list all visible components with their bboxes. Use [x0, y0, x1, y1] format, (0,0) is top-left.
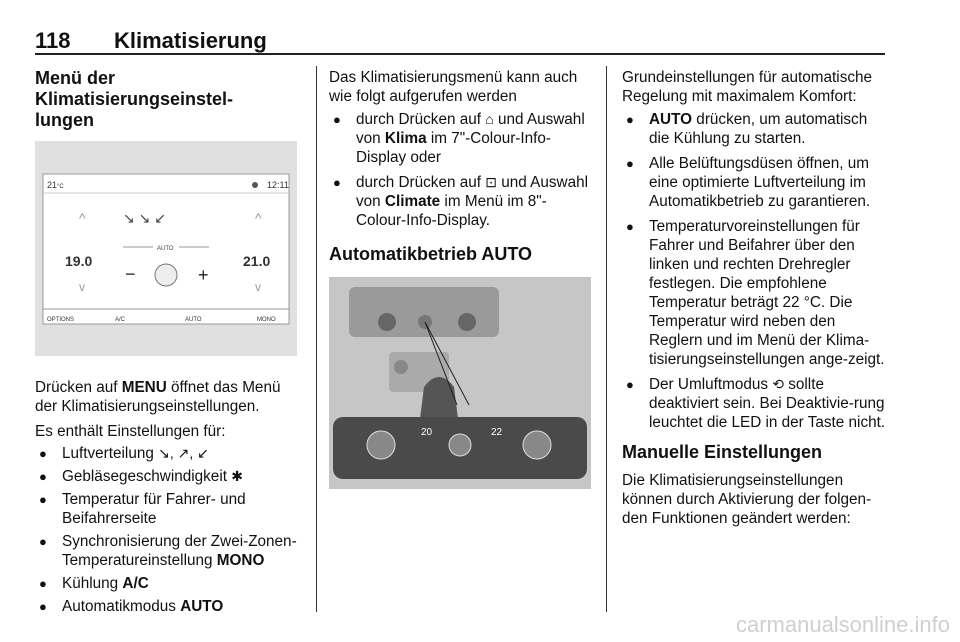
svg-text:21°C: 21°C	[47, 180, 64, 190]
list-item: ● Alle Belüftungsdüsen öffnen, um eine optimierte Luftverteilung im Automatikbetrieb zu garantieren.	[622, 154, 888, 211]
svg-text:^: ^	[255, 210, 262, 226]
list-item: ● Automatikmodus AUTO	[35, 597, 300, 616]
section-heading: Manuelle Einstellungen	[622, 442, 823, 462]
auto-settings-list	[622, 110, 888, 432]
svg-text:20: 20	[421, 427, 433, 438]
control-panel-illustration	[329, 277, 591, 489]
climate-screen-figure	[35, 141, 297, 356]
svg-text:v: v	[79, 280, 85, 294]
svg-text:OPTIONS: OPTIONS	[47, 317, 75, 323]
list-item: ● AUTO drücken, um automatisch die Kühlung zu starten.	[622, 110, 888, 148]
svg-text:21.0: 21.0	[243, 253, 271, 269]
svg-text:MONO: MONO	[257, 317, 276, 323]
svg-text:↘ ↘ ↙: ↘ ↘ ↙	[123, 210, 166, 226]
intro-paragraph: Drücken auf MENU öffnet das Menü der Klimatisierungseinstellungen.	[35, 379, 281, 415]
list-item: ● Temperatur für Fahrer- und Beifahrerseite	[35, 490, 300, 528]
outro-paragraph: Die Klimatisierungseinstellungen können durch Aktivierung der folgen-den Funktionen geändert werden:	[622, 472, 872, 527]
svg-text:+: +	[198, 265, 209, 285]
settings-list	[35, 444, 300, 616]
svg-text:^: ^	[79, 210, 86, 226]
page-number: 118	[35, 28, 71, 53]
svg-text:22: 22	[491, 427, 503, 438]
home-icon: ⌂	[485, 111, 494, 127]
column-divider	[606, 66, 607, 612]
recirculation-icon: ⟲	[772, 376, 784, 392]
svg-text:AUTO: AUTO	[185, 317, 202, 323]
section-heading: Menü der Klimatisierungseinstel- lungen	[35, 68, 234, 130]
list-item: ● Luftverteilung ↘, ↗, ↙	[35, 444, 300, 463]
page-title: Klimatisierung	[114, 28, 267, 53]
contains-label: Es enthält Einstellungen für:	[35, 423, 226, 440]
air-distribution-icon: ↘, ↗, ↙	[158, 445, 209, 461]
section-heading: Automatikbetrieb AUTO	[329, 244, 533, 264]
list-item: ● Temperaturvoreinstellungen für Fahrer und Beifahrer über den linken und rechten Drehregler festlegen. Die empfohlene Temperatur beträgt 22 °C. Die Temperatur wird neben den Reglern und im Menü der Klima-tisierungseinstellungen ange-zeigt.	[622, 217, 888, 369]
header-rule	[35, 53, 885, 55]
list-item: ● durch Drücken auf ⌂ und Auswahl von Klima im 7"-Colour-Info-Display oder	[329, 110, 593, 167]
column-2	[329, 68, 593, 489]
watermark: carmanualsonline.info	[735, 612, 950, 637]
list-item: ● Kühlung A/C	[35, 574, 300, 593]
climate-screen-illustration	[35, 141, 297, 356]
svg-text:AUTO: AUTO	[157, 246, 174, 252]
svg-text:19.0: 19.0	[65, 253, 93, 269]
fan-icon: ✱	[231, 468, 243, 484]
column-3	[622, 68, 888, 528]
intro-paragraph: Das Klimatisierungsmenü kann auch wie folgt aufgerufen werden	[329, 69, 578, 105]
control-panel-photo	[329, 277, 591, 489]
intro-paragraph: Grundeinstellungen für automatische Regelung mit maximalem Komfort:	[622, 69, 873, 105]
svg-text:12:11: 12:11	[267, 180, 289, 190]
column-1	[35, 68, 300, 620]
svg-text:−: −	[125, 264, 136, 284]
list-item: ● Der Umluftmodus ⟲ sollte deaktiviert sein. Bei Deaktivie-rung leuchtet die LED in der Taste nicht.	[622, 375, 888, 432]
column-divider	[316, 66, 317, 612]
svg-text:v: v	[255, 280, 261, 294]
list-item: ● durch Drücken auf ⊡ und Auswahl von Climate im Menü im 8"-Colour-Info-Display.	[329, 173, 593, 230]
list-item: ● Synchronisierung der Zwei-Zonen-Temperatureinstellung MONO	[35, 532, 300, 570]
access-list	[329, 110, 593, 230]
svg-text:A/C: A/C	[115, 317, 126, 323]
list-item: ● Gebläsegeschwindigkeit ✱	[35, 467, 300, 486]
vehicle-menu-icon: ⊡	[485, 174, 497, 190]
